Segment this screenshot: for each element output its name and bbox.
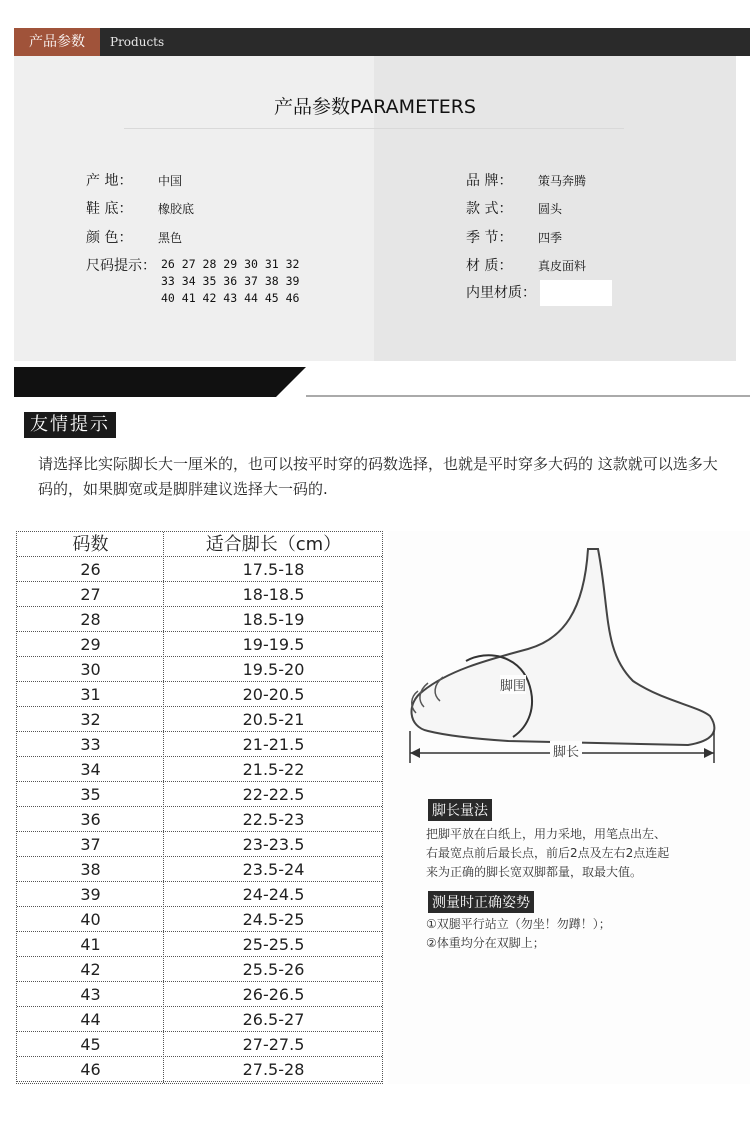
- method-tag: 脚长量法: [428, 799, 492, 821]
- size-cell: 38: [80, 860, 101, 879]
- product-params-tab: 产品参数: [14, 28, 100, 56]
- table-row: [17, 807, 382, 832]
- header-size: 码数: [72, 534, 109, 555]
- foot-length-cell: 26.5-27: [242, 1010, 305, 1029]
- size-cell: 43: [80, 985, 101, 1004]
- table-row: [17, 782, 382, 807]
- size-cell: 36: [80, 810, 101, 829]
- foot-length-cell: 22.5-23: [242, 810, 305, 829]
- table-row: [17, 607, 382, 632]
- girth-label: 脚围: [500, 675, 526, 694]
- size-cell: 29: [80, 635, 101, 654]
- size-cell: 32: [80, 710, 101, 729]
- foot-length-cell: 25.5-26: [242, 960, 305, 979]
- size-cell: 41: [80, 935, 101, 954]
- foot-length-cell: 20.5-21: [242, 710, 305, 729]
- table-row: [17, 757, 382, 782]
- size-cell: 31: [80, 685, 101, 704]
- method-text: 把脚平放在白纸上，用力采地，用笔点出左、 右最宽点前后最长点，前后2点及左右2点连起 来为正确的脚长宽双脚都量，取最大值。: [426, 827, 670, 879]
- size-cell: 26: [80, 560, 101, 579]
- foot-length-cell: 25-25.5: [242, 935, 305, 954]
- size-list: [161, 256, 299, 307]
- products-label: Products: [110, 35, 165, 49]
- table-row: [17, 557, 382, 582]
- posture-text: ①双腿平行站立（勿坐！勿蹲！）； ②体重均分在双脚上；: [426, 917, 611, 950]
- size-line: 40 41 42 43 44 45 46: [161, 291, 300, 305]
- table-row: [17, 907, 382, 932]
- foot-length-cell: 22-22.5: [242, 785, 305, 804]
- param-origin: 产 地： 中国: [86, 173, 183, 189]
- foot-length-cell: 21-21.5: [242, 735, 305, 754]
- param-size-hint-label: 尺码提示：: [86, 258, 156, 274]
- table-row: [17, 1007, 382, 1032]
- param-lining: 内里材质：: [466, 280, 612, 306]
- foot-length-cell: 24-24.5: [242, 885, 305, 904]
- table-row: [17, 982, 382, 1007]
- size-cell: 45: [80, 1035, 101, 1054]
- black-divider: [14, 367, 750, 397]
- table-row: [17, 932, 382, 957]
- foot-length-cell: 26-26.5: [242, 985, 305, 1004]
- table-row: [17, 582, 382, 607]
- param-season: 季 节： 四季: [466, 230, 563, 246]
- size-line: 26 27 28 29 30 31 32: [161, 257, 300, 271]
- param-color: 颜 色： 黑色: [86, 230, 183, 246]
- foot-measure-illustration: [388, 531, 750, 1084]
- size-line: 33 34 35 36 37 38 39: [161, 274, 300, 288]
- foot-length-cell: 19.5-20: [242, 660, 305, 679]
- size-cell: 42: [80, 960, 101, 979]
- size-table: [16, 531, 383, 1084]
- title-rule: [124, 128, 624, 129]
- table-row: [17, 682, 382, 707]
- param-brand: 品 牌： 策马奔腾: [466, 173, 587, 189]
- size-cell: 27: [80, 585, 101, 604]
- foot-length-cell: 24.5-25: [242, 910, 305, 929]
- size-cell: 46: [80, 1060, 101, 1079]
- size-cell: 39: [80, 885, 101, 904]
- table-row: [17, 832, 382, 857]
- friendly-tip-text: 请选择比实际脚长大一厘米的，也可以按平时穿的码数选择，也就是平时穿多大码的 这款就可以选多大码的，如果脚宽或是脚胖建议选择大一码的.: [38, 455, 718, 498]
- size-cell: 28: [80, 610, 101, 629]
- posture-tag: 测量时正确姿势: [428, 891, 534, 913]
- param-sole: 鞋 底： 橡胶底: [86, 201, 195, 217]
- size-cell: 44: [80, 1010, 101, 1029]
- table-row: [17, 957, 382, 982]
- table-row: [17, 707, 382, 732]
- size-table-header: [17, 532, 382, 557]
- friendly-tip-tag: 友情提示: [24, 412, 116, 438]
- size-cell: 35: [80, 785, 101, 804]
- header-foot-length: 适合脚长（cm）: [205, 534, 342, 555]
- foot-length-cell: 23-23.5: [242, 835, 305, 854]
- foot-length-cell: 18.5-19: [242, 610, 305, 629]
- foot-length-cell: 21.5-22: [242, 760, 305, 779]
- size-cell: 33: [80, 735, 101, 754]
- panel-title: 产品参数PARAMETERS: [274, 96, 476, 118]
- table-row: [17, 1032, 382, 1057]
- size-cell: 40: [80, 910, 101, 929]
- table-row: [17, 857, 382, 882]
- foot-length-cell: 23.5-24: [242, 860, 305, 879]
- table-row: [17, 882, 382, 907]
- size-cell: 34: [80, 760, 101, 779]
- param-style: 款 式： 圆头: [466, 201, 563, 217]
- foot-length-cell: 19-19.5: [242, 635, 305, 654]
- param-material: 材 质： 真皮面料: [466, 258, 587, 274]
- lining-value-box: [540, 280, 612, 306]
- length-label: 脚长: [550, 741, 582, 760]
- foot-length-cell: 18-18.5: [242, 585, 305, 604]
- table-row: [17, 1057, 382, 1082]
- products-header-bar: [14, 28, 750, 56]
- foot-length-cell: 20-20.5: [242, 685, 305, 704]
- foot-length-cell: 17.5-18: [242, 560, 305, 579]
- size-cell: 37: [80, 835, 101, 854]
- table-row: [17, 657, 382, 682]
- size-cell: 30: [80, 660, 101, 679]
- table-row: [17, 732, 382, 757]
- foot-length-cell: 27-27.5: [242, 1035, 305, 1054]
- parameters-panel: [14, 56, 736, 361]
- foot-length-cell: 27.5-28: [242, 1060, 305, 1079]
- table-row: [17, 632, 382, 657]
